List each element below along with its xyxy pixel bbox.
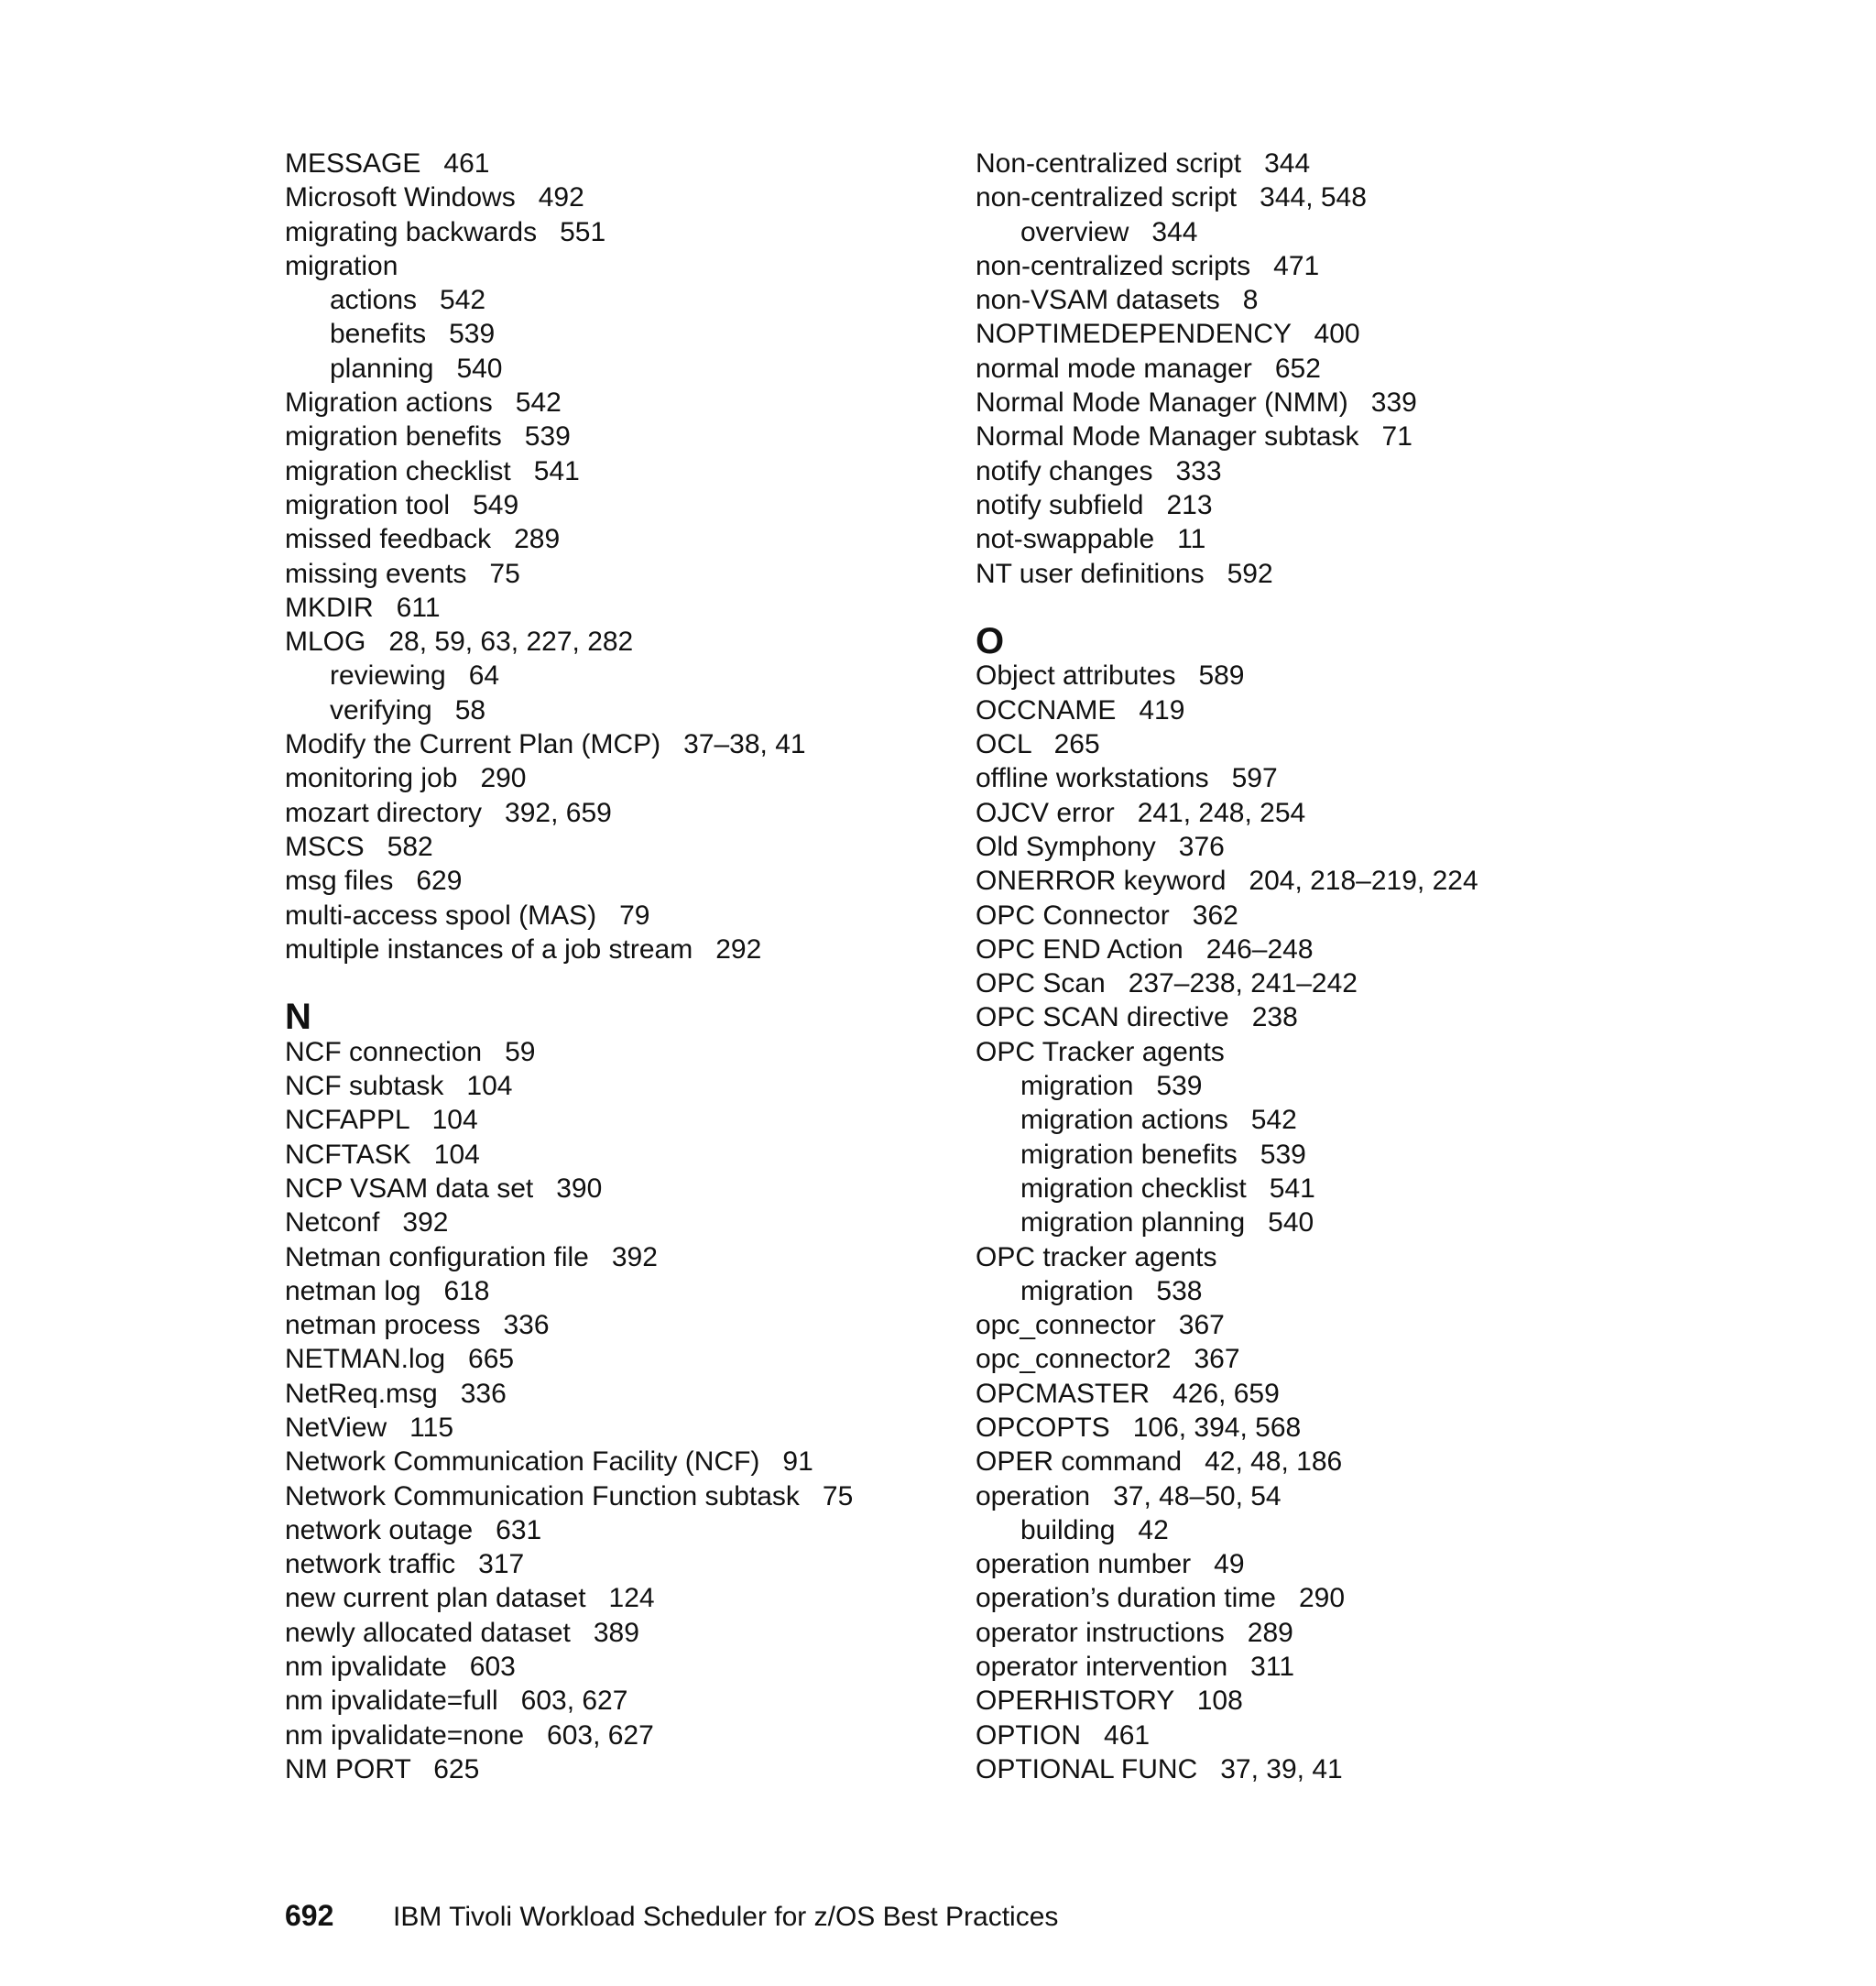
index-subentry: overview 344 [1020,216,1198,247]
index-entry: not-swappable 11 [976,524,1206,555]
index-subentry: actions 542 [330,285,486,316]
index-entry: OPCMASTER 426, 659 [976,1378,1280,1409]
index-entry: NCFTASK 104 [285,1139,480,1170]
section-letter: N [285,997,311,1038]
index-entry: nm ipvalidate=full 603, 627 [285,1686,628,1717]
index-entry: Non-centralized script 344 [976,148,1311,179]
index-entry: mozart directory 392, 659 [285,797,612,828]
index-subentry: migration benefits 539 [1020,1139,1306,1170]
index-subentry: reviewing 64 [330,660,500,692]
index-entry: missing events 75 [285,558,520,589]
index-entry: NetView 115 [285,1412,453,1443]
index-entry: migration benefits 539 [285,421,571,453]
index-entry: Normal Mode Manager subtask 71 [976,421,1412,453]
index-subentry: benefits 539 [330,319,496,350]
index-entry: NCFAPPL 104 [285,1105,478,1136]
index-entry: NT user definitions 592 [976,558,1273,589]
index-entry: msg files 629 [285,866,463,897]
index-entry: nm ipvalidate 603 [285,1652,516,1683]
index-entry: monitoring job 290 [285,763,527,794]
index-entry: OCCNAME 419 [976,694,1185,726]
index-entry: Modify the Current Plan (MCP) 37–38, 41 [285,729,806,760]
index-entry: NM PORT 625 [285,1753,480,1784]
index-subentry: migration 538 [1020,1275,1203,1306]
index-subentry: migration planning 540 [1020,1207,1314,1239]
index-entry: opc_connector 367 [976,1310,1225,1341]
section-letter: O [976,621,1005,662]
index-entry: multiple instances of a job stream 292 [285,933,762,965]
index-entry: Network Communication Function subtask 75 [285,1480,854,1511]
index-entry: netman process 336 [285,1310,550,1341]
index-entry: OCL 265 [976,729,1100,760]
index-entry: NetReq.msg 336 [285,1378,507,1409]
index-entry: ONERROR keyword 204, 218–219, 224 [976,866,1478,897]
index-entry: Object attributes 589 [976,660,1245,692]
index-entry: notify subfield 213 [976,489,1213,520]
index-entry: netman log 618 [285,1275,490,1306]
index-column-left [285,147,944,1786]
index-subentry: verifying 58 [330,694,486,726]
index-entry: non-centralized script 344, 548 [976,182,1367,213]
index-entry: notify changes 333 [976,455,1222,486]
index-entry: new current plan dataset 124 [285,1583,655,1614]
index-entry: NETMAN.log 665 [285,1344,515,1375]
page-footer [285,1899,1058,1934]
index-entry: OPC SCAN directive 238 [976,1002,1298,1033]
index-entry: OJCV error 241, 248, 254 [976,797,1306,828]
index-entry: multi-access spool (MAS) 79 [285,900,650,931]
index-entry: migration [285,250,398,281]
index-entry: operation 37, 48–50, 54 [976,1480,1282,1511]
index-entry: missed feedback 289 [285,524,561,555]
index-entry: migration checklist 541 [285,455,580,486]
index-entry: MLOG 28, 59, 63, 227, 282 [285,627,634,658]
index-entry: migration tool 549 [285,489,519,520]
index-entry: migrating backwards 551 [285,216,606,247]
index-entry: OPC Scan 237–238, 241–242 [976,968,1358,999]
index-entry: operator instructions 289 [976,1617,1293,1648]
index-entry: offline workstations 597 [976,763,1278,794]
index-entry: OPCOPTS 106, 394, 568 [976,1412,1302,1443]
page-number: 692 [285,1899,334,1932]
index-subentry: planning 540 [330,353,503,384]
index-entry: OPERHISTORY 108 [976,1686,1243,1717]
index-entry: MKDIR 611 [285,592,441,623]
index-entry: NCF subtask 104 [285,1071,513,1102]
index-entry: normal mode manager 652 [976,353,1321,384]
index-entry: operation number 49 [976,1549,1245,1580]
index-subentry: migration 539 [1020,1071,1203,1102]
index-entry: OPC tracker agents [976,1241,1217,1272]
book-title: IBM Tivoli Workload Scheduler for z/OS Best Practices [393,1902,1059,1932]
index-entry: newly allocated dataset 389 [285,1617,639,1648]
index-entry: Netman configuration file 392 [285,1241,658,1272]
index-entry: NCF connection 59 [285,1036,536,1067]
index-entry: OPC Tracker agents [976,1036,1225,1067]
index-entry: MESSAGE 461 [285,148,490,179]
index-entry: network traffic 317 [285,1549,525,1580]
index-entry: Old Symphony 376 [976,831,1225,862]
index-entry: Netconf 392 [285,1207,449,1239]
index-entry: OPC END Action 246–248 [976,933,1314,965]
index-entry: MSCS 582 [285,831,433,862]
index-entry: OPTION 461 [976,1719,1151,1751]
index-entry: non-centralized scripts 471 [976,250,1320,281]
index-entry: NCP VSAM data set 390 [285,1173,603,1204]
index-entry: operator intervention 311 [976,1652,1295,1683]
index-entry: Migration actions 542 [285,387,562,419]
index-entry: opc_connector2 367 [976,1344,1240,1375]
index-entry: network outage 631 [285,1514,542,1545]
index-entry: OPTIONAL FUNC 37, 39, 41 [976,1753,1343,1784]
index-entry: nm ipvalidate=none 603, 627 [285,1719,654,1751]
index-subentry: building 42 [1020,1514,1169,1545]
index-entry: non-VSAM datasets 8 [976,285,1259,316]
index-entry: OPER command 42, 48, 186 [976,1446,1343,1478]
index-entry: Microsoft Windows 492 [285,182,584,213]
index-entry: Normal Mode Manager (NMM) 339 [976,387,1417,419]
index-entry: Network Communication Facility (NCF) 91 [285,1446,813,1478]
index-subentry: migration actions 542 [1020,1105,1297,1136]
index-entry: OPC Connector 362 [976,900,1238,931]
index-column-right [976,147,1635,1786]
index-subentry: migration checklist 541 [1020,1173,1315,1204]
index-entry: NOPTIMEDEPENDENCY 400 [976,319,1360,350]
index-entry: operation’s duration time 290 [976,1583,1346,1614]
